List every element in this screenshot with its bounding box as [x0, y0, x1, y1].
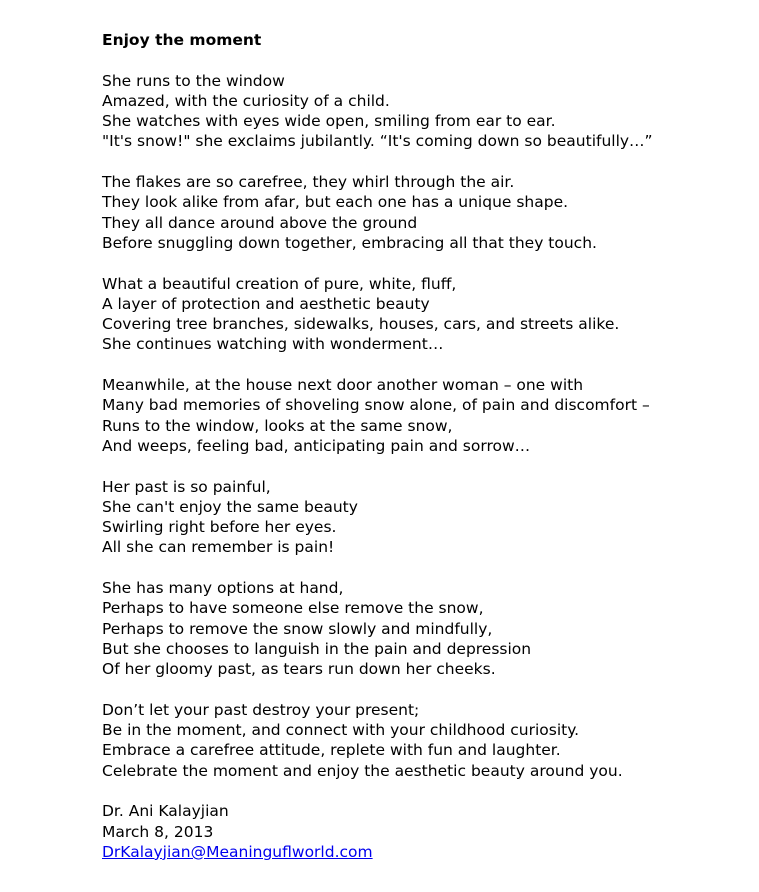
- poem-line: They all dance around above the ground: [102, 213, 418, 232]
- signature-block: [102, 801, 752, 862]
- stanza-2: [102, 172, 752, 253]
- poem-line: What a beautiful creation of pure, white, fluff,: [102, 274, 457, 293]
- poem-line: Runs to the window, looks at the same snow,: [102, 416, 453, 435]
- poem-line: The flakes are so carefree, they whirl through the air.: [102, 173, 515, 192]
- poem-line: And weeps, feeling bad, anticipating pain and sorrow…: [102, 436, 531, 455]
- poem-line: Her past is so painful,: [102, 477, 271, 496]
- poem-line: Celebrate the moment and enjoy the aesthetic beauty around you.: [102, 761, 623, 780]
- author-name: Dr. Ani Kalayjian: [102, 802, 229, 821]
- poem-line: But she chooses to languish in the pain and depression: [102, 639, 532, 658]
- poem-line: Perhaps to remove the snow slowly and mindfully,: [102, 619, 493, 638]
- stanza-3: [102, 274, 752, 355]
- stanza-1: [102, 71, 752, 152]
- poem-line: Before snuggling down together, embracing all that they touch.: [102, 233, 597, 252]
- poem-document: [102, 30, 752, 862]
- poem-line: All she can remember is pain!: [102, 538, 335, 557]
- poem-line: Swirling right before her eyes.: [102, 518, 337, 537]
- poem-line: Covering tree branches, sidewalks, houses, cars, and streets alike.: [102, 315, 620, 334]
- poem-line: "It's snow!" she exclaims jubilantly. “It's coming down so beautifully…”: [102, 132, 653, 151]
- poem-title: Enjoy the moment: [102, 31, 262, 49]
- poem-line: Meanwhile, at the house next door another woman – one with: [102, 376, 584, 395]
- poem-line: She has many options at hand,: [102, 579, 344, 598]
- stanza-6: [102, 578, 752, 679]
- poem-line: Perhaps to have someone else remove the snow,: [102, 599, 484, 618]
- stanza-7: [102, 700, 752, 781]
- poem-line: Amazed, with the curiosity of a child.: [102, 91, 390, 110]
- poem-line: They look alike from afar, but each one has a unique shape.: [102, 193, 569, 212]
- poem-line: She continues watching with wonderment…: [102, 335, 444, 354]
- poem-line: A layer of protection and aesthetic beauty: [102, 294, 430, 313]
- poem-line: Many bad memories of shoveling snow alone, of pain and discomfort –: [102, 396, 650, 415]
- stanza-5: [102, 477, 752, 558]
- email-link[interactable]: DrKalayjian@Meaninguflworld.com: [102, 842, 373, 861]
- poem-line: She watches with eyes wide open, smiling from ear to ear.: [102, 112, 556, 131]
- poem-line: Don’t let your past destroy your present;: [102, 700, 420, 719]
- poem-line: She runs to the window: [102, 71, 285, 90]
- signature-date: March 8, 2013: [102, 822, 214, 841]
- poem-line: Be in the moment, and connect with your childhood curiosity.: [102, 721, 580, 740]
- poem-line: Embrace a carefree attitude, replete with fun and laughter.: [102, 741, 561, 760]
- stanza-4: [102, 375, 752, 456]
- poem-line: She can't enjoy the same beauty: [102, 497, 358, 516]
- poem-line: Of her gloomy past, as tears run down her cheeks.: [102, 660, 496, 679]
